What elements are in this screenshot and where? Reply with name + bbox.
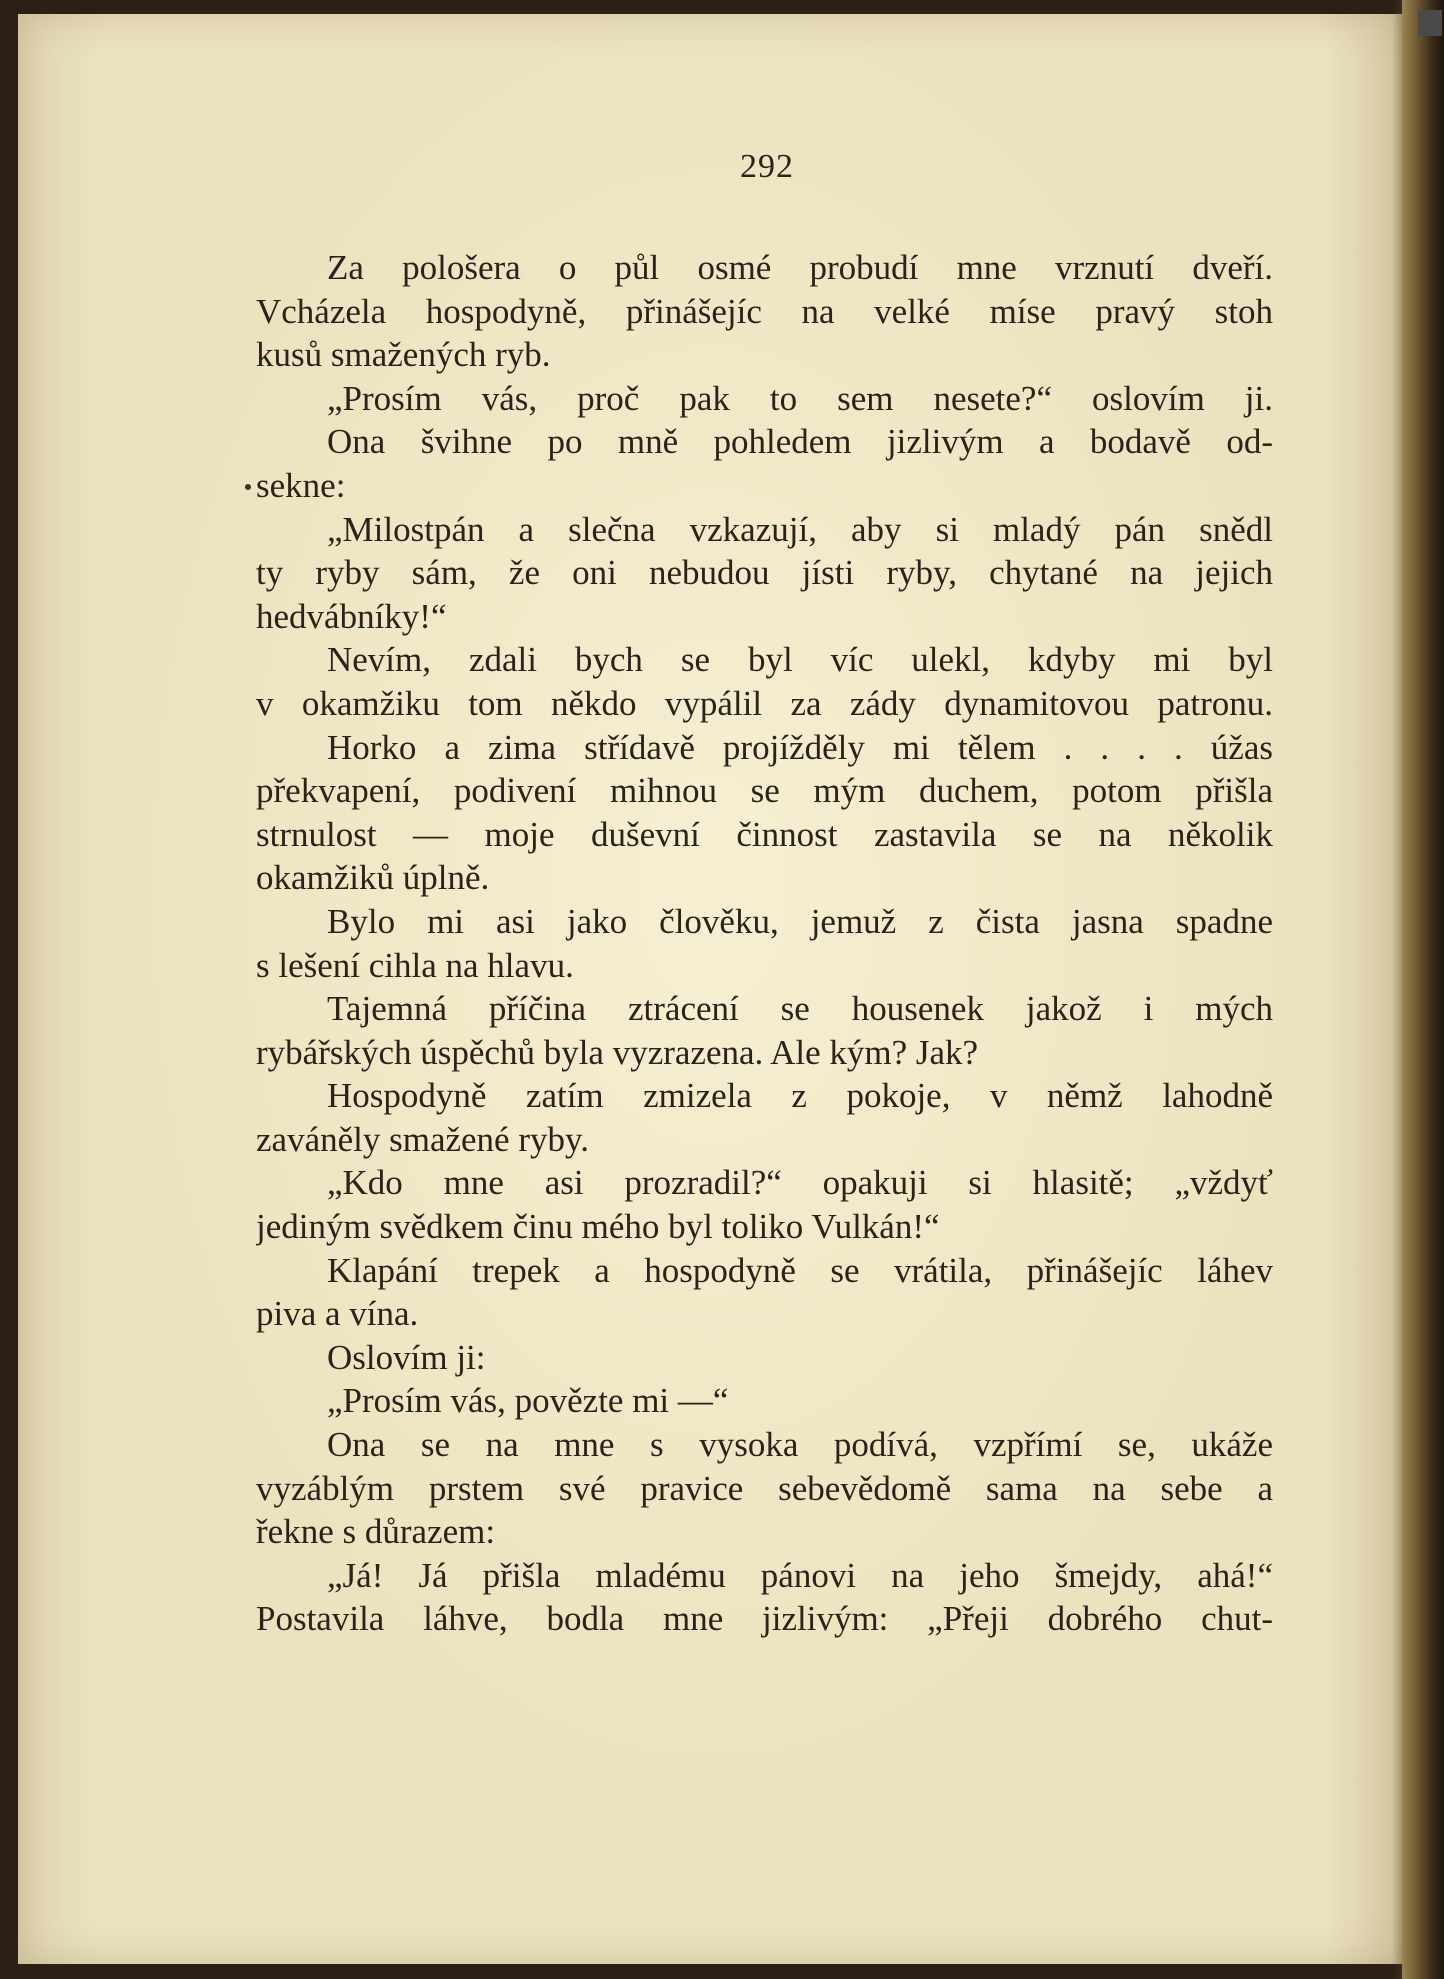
text-line: s lešení cihla na hlavu. bbox=[256, 945, 574, 985]
text-line: vyzáblým prstem své pravice sebevědomě sama na sebe a bbox=[256, 1468, 1273, 1508]
text-line: v okamžiku tom někdo vypálil za zády dynamitovou patronu. bbox=[256, 683, 1273, 723]
text-line: Hospodyně zatím zmizela z pokoje, v němž lahodně bbox=[327, 1076, 1273, 1116]
text-line: jediným svědkem činu mého byl toliko Vulkán!“ bbox=[256, 1207, 940, 1247]
text-line: Ona švihne po mně pohledem jizlivým a bodavě od- bbox=[327, 422, 1273, 462]
text-line: Oslovím ji: bbox=[327, 1337, 486, 1377]
scan-corner-mark bbox=[1418, 10, 1442, 36]
text-line: Bylo mi asi jako člověku, jemuž z čista jasna spadne bbox=[327, 901, 1273, 941]
text-line: ty ryby sám, že oni nebudou jísti ryby, chytané na jejich bbox=[256, 553, 1273, 593]
text-line: Postavila láhve, bodla mne jizlivým: „Přeji dobrého chut- bbox=[256, 1599, 1273, 1639]
text-line: „Milostpán a slečna vzkazují, aby si mladý pán snědl bbox=[327, 509, 1273, 549]
text-line: „Prosím vás, povězte mi —“ bbox=[327, 1381, 729, 1421]
body-text bbox=[256, 246, 1273, 1641]
text-line: Za pološera o půl osmé probudí mne vrznutí dveří. bbox=[327, 248, 1273, 287]
book-spine bbox=[1402, 0, 1444, 1979]
text-line: zaváněly smažené ryby. bbox=[256, 1119, 589, 1159]
page-gutter-shadow bbox=[1392, 0, 1402, 1979]
text-line: Vcházela hospodyně, přinášejíc na velké míse pravý stoh bbox=[256, 291, 1273, 331]
ink-speck bbox=[245, 484, 251, 490]
text-line: „Prosím vás, proč pak to sem nesete?“ oslovím ji. bbox=[327, 378, 1273, 418]
text-line: Ona se na mne s vysoka podívá, vzpřímí se, ukáže bbox=[327, 1425, 1273, 1465]
text-line: Tajemná příčina ztrácení se housenek jakož i mých bbox=[327, 989, 1273, 1029]
text-line: sekne: bbox=[256, 465, 346, 505]
text-line: strnulost — moje duševní činnost zastavila se na několik bbox=[256, 814, 1273, 854]
text-line: „Kdo mne asi prozradil?“ opakuji si hlasitě; „vždyť bbox=[327, 1163, 1273, 1203]
text-line: piva a vína. bbox=[256, 1294, 419, 1334]
text-line: Nevím, zdali bych se byl víc ulekl, kdyby mi byl bbox=[327, 640, 1273, 680]
text-line: rybářských úspěchů byla vyzrazena. Ale kým? Jak? bbox=[256, 1032, 979, 1072]
text-line: „Já! Já přišla mladému pánovi na jeho šmejdy, ahá!“ bbox=[327, 1555, 1273, 1595]
text-line: kusů smažených ryb. bbox=[256, 335, 551, 375]
text-line: Klapání trepek a hospodyně se vrátila, přinášejíc láhev bbox=[327, 1250, 1273, 1290]
page-number: 292 bbox=[740, 148, 794, 185]
text-line: překvapení, podivení mihnou se mým duchem, potom přišla bbox=[256, 771, 1273, 811]
text-line: Horko a zima střídavě projížděly mi tělem . . . . úžas bbox=[327, 727, 1273, 767]
text-line: okamžiků úplně. bbox=[256, 858, 490, 898]
text-line: řekne s důrazem: bbox=[256, 1512, 496, 1552]
text-line: hedvábníky!“ bbox=[256, 596, 447, 636]
